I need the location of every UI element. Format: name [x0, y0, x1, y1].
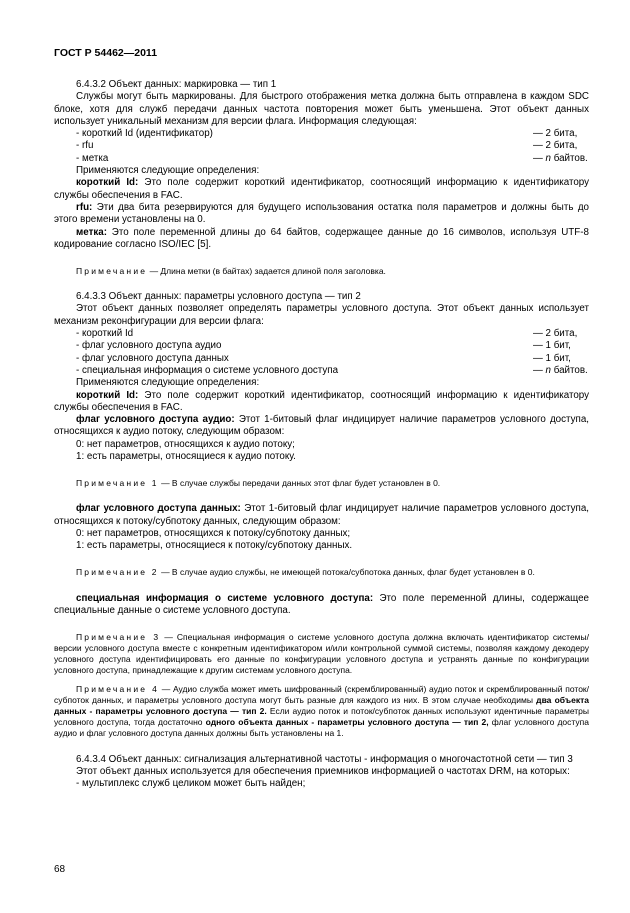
field-list — [76, 128, 589, 165]
value-line: 1: есть параметры, относящиеся к потоку/субпотоку данных. — [76, 540, 353, 552]
definition: флаг условного доступа аудио: Этот 1-битовый флаг индицирует наличие параметров условного доступа, относящихся к аудио потоку, следующим образом: — [54, 414, 589, 438]
value-line: 1: есть параметры, относящиеся к аудио потоку. — [76, 451, 296, 463]
running-header: ГОСТ Р 54462—2011 — [54, 47, 158, 59]
list-item: - мультиплекс служб целиком может быть найден; — [76, 778, 306, 790]
list-item: - метка — n байтов. — [76, 152, 588, 164]
page-body — [54, 79, 590, 790]
section-heading-6-4-3-2: 6.4.3.2 Объект данных: маркировка — тип 1 — [76, 79, 277, 90]
list-item: - флаг условного доступа аудио — 1 бит, — [76, 340, 571, 352]
paragraph: Применяются следующие определения: — [76, 165, 260, 177]
list-item: - rfu — 2 бита, — [76, 140, 578, 152]
note: Примечание 4 — Аудио служба может иметь шифрованный (скремблированный) аудио поток и скремблированный поток/субпоток данных, и параметры условного доступа могут быть разные для каждого из них. В этом случае необходимы два объекта данных - параметры условного доступа — тип 2. Если аудио поток и поток/субпоток данных используют идентичные параметры условного доступа, тогда достаточно одного объекта данных - параметры условного доступа — тип 2, флаг условного доступа аудио и флаг условного доступа данных должны быть установлены на 1. — [54, 684, 590, 739]
page-number: 68 — [54, 864, 66, 875]
definition: метка: Это поле переменной длины до 64 байтов, содержащее данные до 16 символов, используя UTF-8 кодирование согласно ISO/IEC [5]. — [54, 226, 589, 250]
value-line: 0: нет параметров, относящихся к потоку/субпотоку данных; — [76, 527, 351, 539]
note: Примечание 2 — В случае аудио службы, не имеющей потока/субпотока данных, флаг будет установлен в 0. — [76, 567, 535, 577]
section-heading-6-4-3-4: 6.4.3.4 Объект данных: сигнализация альтернативной частоты - информация о многочастотной сети — тип 3 — [76, 753, 573, 765]
value-line: 0: нет параметров, относящихся к аудио потоку; — [76, 438, 295, 450]
definition: специальная информация о системе условного доступа: Это поле переменной длины, содержащее специальные данные о системе условного доступа. — [54, 592, 590, 616]
paragraph: Этот объект данных используется для обеспечения приемников информацией о частотах DRM, на которых: — [76, 765, 570, 777]
paragraph: Этот объект данных позволяет определять параметры условного доступа. Этот объект данных использует механизм реконфигурации для версии флага: — [54, 303, 589, 327]
list-item: - короткий Id (идентификатор) — 2 бита, — [76, 128, 578, 140]
field-list — [76, 328, 589, 377]
note: Примечание 1 — В случае службы передачи данных этот флаг будет установлен в 0. — [76, 477, 441, 488]
definition: rfu: Эти два бита резервируются для будущего использования остатка поля параметров и должны быть до этого времени установлены на 0. — [54, 201, 589, 226]
definition: короткий Id: Это поле содержит короткий идентификатор, соотносящий информацию к идентификатору службы обеспечения в FAC. — [54, 389, 590, 413]
paragraph: Применяются следующие определения: — [76, 377, 260, 389]
definition: короткий Id: Это поле содержит короткий идентификатор, соотносящий информацию к идентификатору службы обеспечения в FAC. — [54, 177, 590, 201]
definition: флаг условного доступа данных: Этот 1-битовый флаг индицирует наличие параметров условного доступа, относящихся к потоку/субпотоку данных, следующим образом: — [54, 503, 589, 527]
note: Примечание 3 — Специальная информация о системе условного доступа должна включать идентификатор системы/версии условного доступа вместе с конкретным идентификатором и/или контрольной суммой системы, позволяя каждому декодеру условного доступа идентифицировать его данные по конфигурации условного доступа и устранять данные по конфигурации условного доступа, принадлежащие к другим системам условного доступа. — [54, 631, 589, 675]
section-heading-6-4-3-3: 6.4.3.3 Объект данных: параметры условного доступа — тип 2 — [76, 291, 361, 303]
paragraph: Службы могут быть маркированы. Для быстрого отображения метка должна быть отправлена в каждом SDC блоке, хотя для служб передачи данных частота повторения может быть уменьшена. Этот объект данных использует уникальный механизм для версии флага. Информация следующая: — [54, 91, 589, 127]
list-item: - короткий Id — 2 бита, — [76, 328, 578, 340]
note: Примечание — Длина метки (в байтах) задается длиной поля заголовка. — [76, 265, 386, 276]
list-item: - специальная информация о системе условного доступа — n байтов. — [76, 364, 588, 376]
list-item: - флаг условного доступа данных — 1 бит, — [76, 352, 571, 364]
